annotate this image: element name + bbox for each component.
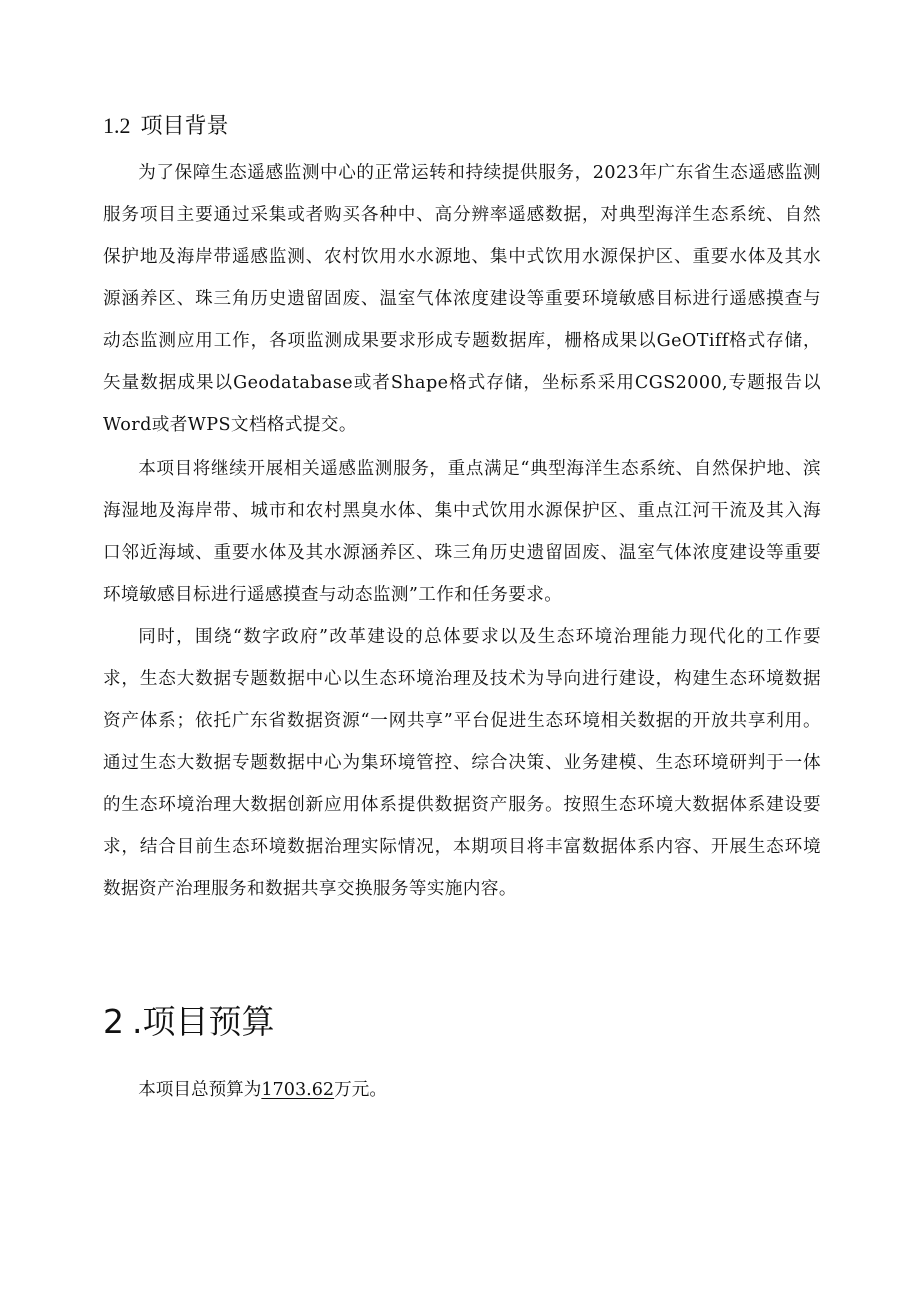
section-number: 2 xyxy=(103,1002,124,1041)
paragraph-background-2: 本项目将继续开展相关遥感监测服务，重点满足“典型海洋生态系统、自然保护地、滨海湿地及海岸带、城市和农村黑臭水体、集中式饮用水源保护区、重点江河干流及其入海口邻近海域、重要水体及其水源涵养区、珠三角历史遗留固废、温室气体浓度建设等重要环境敏感目标进行遥感摸查与动态监测”工作和任务要求。 xyxy=(103,459,821,605)
section-title: .项目预算 xyxy=(132,1002,275,1041)
budget-suffix: 万元。 xyxy=(334,1080,387,1100)
budget-prefix: 本项目总预算为 xyxy=(138,1080,262,1100)
paragraph-background-1: 为了保障生态遥感监测中心的正常运转和持续提供服务，2023年广东省生态遥感监测服务项目主要通过采集或者购买各种中、高分辨率遥感数据，对典型海洋生态系统、自然保护地及海岸带遥感监测、农村饮用水水源地、集中式饮用水源保护区、重要水体及其水源涵养区、珠三角历史遗留固废、温室气体浓度建设等重要环境敏感目标进行遥感摸查与动态监测应用工作，各项监测成果要求形成专题数据库，栅格成果以GeOTiff格式存储，矢量数据成果以Geodatabase或者Shape格式存储，坐标系采用CGS2000,专题报告以Word或者WPS文档格式提交。 xyxy=(103,163,821,435)
section-title: 项目背景 xyxy=(140,114,229,139)
section-heading-2 xyxy=(103,998,275,1046)
budget-amount: 1703.62 xyxy=(261,1080,335,1100)
section-number: 1.2 xyxy=(103,113,131,138)
section-heading-1-2 xyxy=(103,110,229,143)
paragraph-background-3: 同时，围绕“数字政府”改革建设的总体要求以及生态环境治理能力现代化的工作要求，生态大数据专题数据中心以生态环境治理及技术为导向进行建设，构建生态环境数据资产体系；依托广东省数据资源“一网共享”平台促进生态环境相关数据的开放共享利用。通过生态大数据专题数据中心为集环境管控、综合决策、业务建模、生态环境研判于一体的生态环境治理大数据创新应用体系提供数据资产服务。按照生态环境大数据体系建设要求，结合目前生态环境数据治理实际情况，本期项目将丰富数据体系内容、开展生态环境数据资产治理服务和数据共享交换服务等实施内容。 xyxy=(103,627,821,899)
budget-paragraph xyxy=(103,1070,821,1110)
